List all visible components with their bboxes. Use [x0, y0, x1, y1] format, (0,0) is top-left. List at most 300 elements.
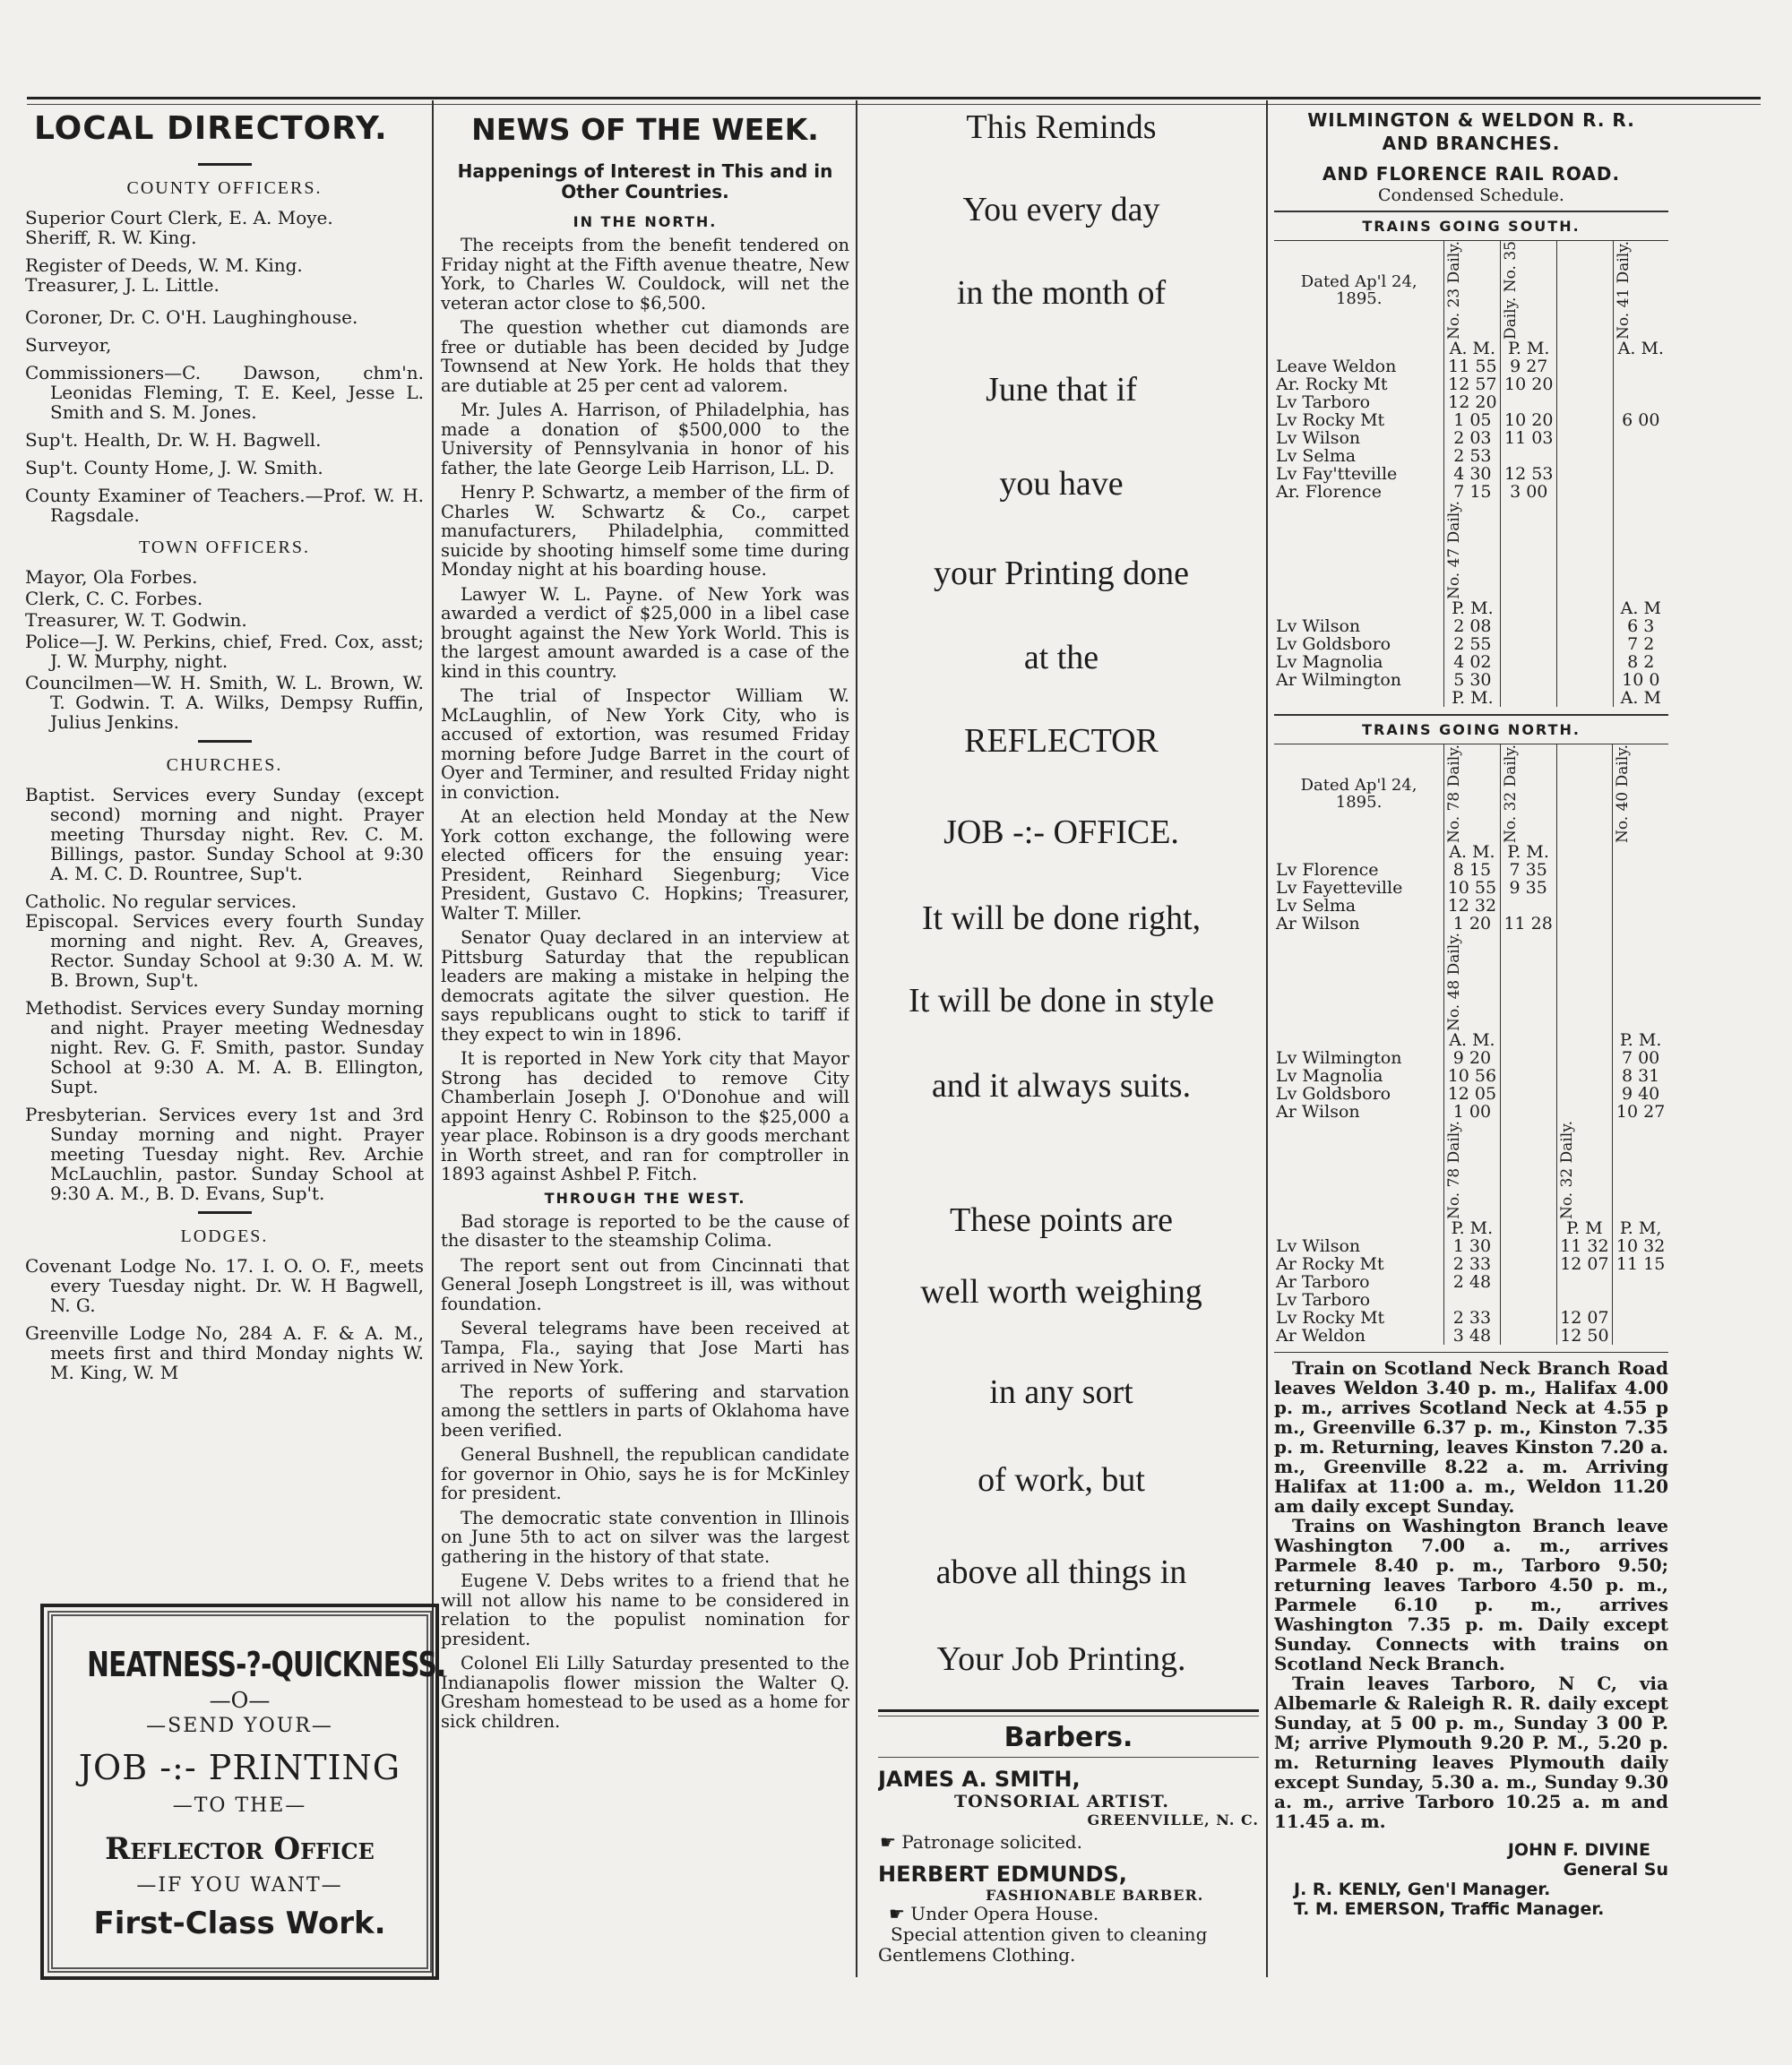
news-item: Lawyer W. L. Payne. of New York was awarded a verdict of $25,000 in a libel case brought against the New York World. This is the largest amount awarded is a case of the kind in this country.	[441, 583, 849, 682]
train-time-empty	[1556, 1103, 1613, 1121]
reminds-line: June that if	[986, 371, 1137, 409]
train-time: A. M	[1613, 689, 1668, 707]
train-time: 3 48	[1444, 1327, 1501, 1345]
timetable-row	[1274, 653, 1668, 671]
train-time	[1444, 1291, 1501, 1309]
station-name: Lv Rocky Mt	[1276, 1308, 1385, 1329]
train-time: 1 00	[1444, 1103, 1501, 1121]
reminds-line: REFLECTOR	[964, 722, 1159, 760]
train-time	[1613, 375, 1668, 393]
barber-name: JAMES A. SMITH,	[878, 1767, 1081, 1792]
train-time-empty	[1557, 465, 1613, 483]
col-header: No. 40 Daily.	[1613, 744, 1668, 844]
ad-ornament: —O—	[209, 1688, 271, 1713]
station-name: Leave Weldon	[1276, 357, 1397, 377]
local-directory	[25, 103, 424, 1581]
train-time	[1613, 897, 1668, 915]
train-time-empty	[1501, 635, 1557, 653]
north-heading: TRAINS GOING NORTH.	[1362, 721, 1581, 739]
train-time: 1 30	[1444, 1237, 1501, 1255]
reminds-line: of work, but	[978, 1461, 1145, 1499]
col-header: No. 47 Daily.	[1444, 501, 1501, 599]
town-entry: Councilmen—W. H. Smith, W. L. Brown, W. T. Godwin. T. A. Wilks, Dempsy Ruffin, Julius Jenkins.	[25, 672, 424, 733]
train-time: 11 03	[1501, 429, 1557, 447]
train-time: 2 33	[1444, 1255, 1501, 1273]
rr-signature: General Su	[1563, 1860, 1668, 1880]
train-time-empty	[1556, 1067, 1613, 1085]
train-time: 1 05	[1444, 411, 1501, 429]
train-time: 11 55	[1444, 357, 1501, 375]
train-time: 12 07	[1556, 1309, 1613, 1327]
train-time-empty	[1557, 483, 1613, 501]
timetable-row	[1274, 411, 1668, 429]
south-table	[1274, 240, 1668, 707]
timetable-row	[1274, 915, 1668, 933]
train-time-empty	[1500, 1237, 1556, 1255]
train-time-empty	[1557, 340, 1613, 357]
church-entry: Methodist. Services every Sunday morning and night. Prayer meeting Wednesday night. Rev. G. F. Smith, pastor. Sunday School at 9:30 A. M. A. B. Ellington, Supt.	[25, 997, 424, 1097]
train-time: 10 55	[1444, 879, 1501, 897]
station-name: Lv Fayetteville	[1276, 878, 1403, 899]
rr-notes	[1274, 1358, 1668, 1831]
train-time-empty	[1557, 617, 1613, 635]
dated-label: Dated Ap'l 24, 1895.	[1300, 272, 1417, 309]
news-item: The trial of Inspector William W. McLaughlin, of New York City, who is accused of extortion, was resumed Friday morning before Judge Barret in the court of Oyer and Terminer, and resulted Friday night in conviction.	[441, 685, 849, 803]
timetable-row	[1274, 1031, 1668, 1049]
news-title: NEWS OF THE WEEK.	[471, 112, 819, 147]
church-entry: Baptist. Services every Sunday (except second) morning and night. Prayer meeting Thursday night. Rev. C. M. Billings, pastor. Sunday School at 9:30 A. M. C. D. Rountree, Sup't.	[25, 784, 424, 884]
station-name	[1274, 689, 1444, 707]
reminds-line: well worth weighing	[920, 1273, 1202, 1311]
station-name: Lv Goldsboro	[1276, 1084, 1391, 1105]
train-time: 7 35	[1500, 861, 1556, 879]
train-time: 9 27	[1501, 357, 1557, 375]
reminds-line: your Printing done	[934, 555, 1189, 592]
town-entry: Police—J. W. Perkins, chief, Fred. Cox, asst; J. W. Murphy, night.	[25, 631, 424, 672]
county-entry: Sheriff, R. W. King.	[25, 227, 197, 248]
station-name	[1274, 1031, 1444, 1049]
col-header: No. 48 Daily.	[1444, 933, 1501, 1031]
station-name: Ar. Florence	[1276, 482, 1382, 503]
reminds-line: You every day	[962, 191, 1160, 228]
ad-line: First-Class Work.	[93, 1906, 386, 1941]
train-time	[1613, 843, 1668, 861]
county-entry: Treasurer, J. L. Little.	[25, 274, 220, 296]
news-item: The report sent out from Cincinnati that General Joseph Longstreet is ill, was without foundation.	[441, 1254, 849, 1314]
railroad-schedule	[1274, 103, 1668, 1975]
train-time: P. M	[1556, 1219, 1613, 1237]
col-header: No. 78 Daily.	[1444, 744, 1501, 844]
train-time: 11 15	[1613, 1255, 1668, 1273]
col-header: No. 78 Daily.	[1444, 1121, 1501, 1219]
county-entry: Sup't. County Home, J. W. Smith.	[25, 457, 323, 478]
station-name: Lv Tarboro	[1276, 392, 1371, 413]
barber-city: GREENVILLE, N. C.	[1087, 1811, 1259, 1828]
train-time: 2 53	[1444, 447, 1501, 465]
train-time	[1613, 483, 1668, 501]
train-time: P. M.	[1444, 599, 1501, 617]
churches-heading: CHURCHES.	[166, 755, 283, 775]
church-entry: Presbyterian. Services every 1st and 3rd Sunday morning and night. Prayer meeting Tuesday night. Rev. Archie McLauchlin, pastor. Sunday School at 9:30 A. M., B. D. Evans, Sup't.	[25, 1104, 424, 1204]
train-time-empty	[1557, 357, 1613, 375]
timetable-row	[1274, 1237, 1668, 1255]
county-entry: Surveyor,	[25, 334, 112, 356]
station-name: Lv Magnolia	[1276, 1066, 1383, 1087]
news-column	[441, 103, 849, 1975]
reminds-line: JOB -:- OFFICE.	[943, 813, 1179, 851]
train-time: 3 00	[1501, 483, 1557, 501]
county-entry: Commissioners—C. Dawson, chm'n. Leonidas Fleming, T. E. Keel, Jesse L. Smith and S. M. Jones.	[25, 362, 424, 423]
train-time: P. M.	[1500, 843, 1556, 861]
train-time	[1501, 447, 1557, 465]
train-time	[1613, 357, 1668, 375]
train-time: 12 05	[1444, 1085, 1501, 1103]
timetable-row	[1274, 357, 1668, 375]
rr-title: AND FLORENCE RAIL ROAD.	[1322, 163, 1621, 185]
station-name: Lv Magnolia	[1276, 652, 1383, 673]
ad-line: JOB -:- PRINTING	[78, 1748, 401, 1787]
news-item: Mr. Jules A. Harrison, of Philadelphia, has made a donation of $500,000 to the University of Pennsylvania in honor of his father, the late George Leib Harrison, LL. D.	[441, 400, 849, 478]
timetable-row	[1274, 1049, 1668, 1067]
news-item: Eugene V. Debs writes to a friend that he will not allow his name to be considered in relation to the populist nomination for president.	[441, 1570, 849, 1649]
train-time: 7 00	[1613, 1049, 1668, 1067]
train-time: 2 08	[1444, 617, 1501, 635]
train-time-empty	[1556, 1031, 1613, 1049]
timetable-row	[1274, 483, 1668, 501]
timetable-row	[1274, 1309, 1668, 1327]
column-divider	[856, 100, 857, 1977]
train-time	[1613, 393, 1668, 411]
timetable-row	[1274, 1219, 1668, 1237]
news-item: Several telegrams have been received at Tampa, Fla., saying that Jose Marti has arrived in New York.	[441, 1318, 849, 1377]
train-time-empty	[1556, 897, 1613, 915]
ad-line: —IF YOU WANT—	[136, 1874, 343, 1897]
news-subtitle: Happenings of Interest in This and in Other Countries.	[457, 160, 833, 202]
train-time: 10 20	[1501, 411, 1557, 429]
train-time-empty	[1500, 1309, 1556, 1327]
train-time: 11 32	[1556, 1237, 1613, 1255]
pointing-hand-icon: ☛	[880, 1831, 902, 1853]
news-item: Bad storage is reported to be the cause of the disaster to the steamship Colima.	[441, 1210, 849, 1251]
train-time-empty	[1557, 671, 1613, 689]
timetable-row	[1274, 671, 1668, 689]
timetable-row	[1274, 340, 1668, 357]
south-heading: TRAINS GOING SOUTH.	[1362, 218, 1581, 235]
barber-note-text: Patronage solicited.	[901, 1831, 1082, 1853]
train-time	[1556, 1273, 1613, 1291]
town-entry: Mayor, Ola Forbes.	[25, 566, 198, 588]
timetable-row	[1274, 1067, 1668, 1085]
train-time: 11 28	[1500, 915, 1556, 933]
rr-signature: JOHN F. DIVINE	[1507, 1840, 1650, 1861]
news-item: At an election held Monday at the New York cotton exchange, the following were elected officers for the ensuing year: President, Reinhard Siegenburg; Vice President, Gustavo C. Hopkins; Treasurer, Walter T. Miller.	[441, 806, 849, 924]
train-time	[1500, 897, 1556, 915]
ad-line: —TO THE—	[172, 1794, 307, 1817]
train-time	[1613, 915, 1668, 933]
news-item: Senator Quay declared in an interview at Pittsburg Saturday that the republican leaders are making a mistake in helping the democrats agitate the silver question. He says republicans ought to stick to tariff if they expect to win in 1896.	[441, 927, 849, 1045]
train-time: 12 50	[1556, 1327, 1613, 1345]
barber-location-text: Under Opera House.	[910, 1903, 1099, 1924]
news-item: General Bushnell, the republican candidate for governor in Ohio, says he is for McKinley for president.	[441, 1444, 849, 1503]
train-time: 10 27	[1613, 1103, 1668, 1121]
train-time: P. M.	[1444, 1219, 1501, 1237]
train-time-empty	[1556, 1085, 1613, 1103]
town-entry: Treasurer, W. T. Godwin.	[25, 609, 247, 631]
timetable-row	[1274, 843, 1668, 861]
train-time: 7 15	[1444, 483, 1501, 501]
column-divider	[1266, 100, 1268, 1977]
train-time: A. M.	[1444, 843, 1501, 861]
news-item: It is reported in New York city that Mayor Strong has decided to remove City Chamberlain Joseph J. O'Donohue and will appoint Henry C. Robinson to the $25,000 a year place. Robinson is a dry goods merchant in Worth street, and ran for comptroller in 1893 against Ashbel P. Fitch.	[441, 1048, 849, 1184]
north-heading: IN THE NORTH.	[573, 213, 718, 230]
barbers-heading: Barbers.	[1004, 1722, 1133, 1753]
station-name	[1274, 843, 1444, 861]
train-time	[1613, 879, 1668, 897]
news-item: The question whether cut diamonds are free or dutiable has been decided by Judge Townsend at New York. He holds that they are dutiable at 25 per cent ad valorem.	[441, 317, 849, 396]
timetable-row	[1274, 375, 1668, 393]
train-time	[1501, 393, 1557, 411]
timetable-row	[1274, 393, 1668, 411]
timetable-row	[1274, 599, 1668, 617]
rr-subtitle: Condensed Schedule.	[1378, 185, 1564, 205]
train-time: 8 31	[1613, 1067, 1668, 1085]
station-name: Ar Tarboro	[1276, 1272, 1370, 1293]
timetable-row	[1274, 861, 1668, 879]
train-time: 2 33	[1444, 1309, 1501, 1327]
train-time: 9 40	[1613, 1085, 1668, 1103]
rr-note: Train on Scotland Neck Branch Road leaves Weldon 3.40 p. m., Halifax 4.00 p. m., arrives Scotland Neck at 4.55 p m., Greenville 6.37 p. m., Kinston 7.35 p. m. Returning, leaves Kinston 7.20 a. m., Greenville 8.22 a. m. Arriving Halifax at 11:00 a. m., Weldon 11.20 am daily except Sunday.	[1274, 1357, 1668, 1518]
timetable-row	[1274, 689, 1668, 707]
dated-label: Dated Ap'l 24, 1895.	[1300, 776, 1417, 813]
news-item: Colonel Eli Lilly Saturday presented to the Indianapolis flower mission the Walter Q. Gresham homestead to be used as a home for sick children.	[441, 1653, 849, 1732]
station-name: Lv Selma	[1276, 446, 1357, 467]
reminds-line: at the	[1023, 639, 1099, 676]
train-time: 1 20	[1444, 915, 1501, 933]
barber-location	[889, 1904, 1259, 1924]
ad-line: —SEND YOUR—	[146, 1715, 333, 1737]
train-time-empty	[1557, 429, 1613, 447]
train-time-empty	[1557, 635, 1613, 653]
train-time: A. M	[1613, 599, 1668, 617]
timetable-row	[1274, 1255, 1668, 1273]
train-time: 10 56	[1444, 1067, 1501, 1085]
train-time: 12 20	[1444, 393, 1501, 411]
reminds-line: and it always suits.	[931, 1067, 1192, 1105]
barber-title: FASHIONABLE BARBER.	[986, 1887, 1204, 1904]
station-name: Lv Tarboro	[1276, 1290, 1371, 1311]
train-time: 10 0	[1613, 671, 1668, 689]
north-table	[1274, 744, 1668, 1345]
reminds-ad	[862, 103, 1261, 1716]
col-header: No. 41 Daily.	[1613, 241, 1668, 340]
station-name: Lv Fay'tteville	[1276, 464, 1398, 485]
timetable-row	[1274, 429, 1668, 447]
town-heading: TOWN OFFICERS.	[139, 538, 310, 557]
train-time: 6 3	[1613, 617, 1668, 635]
county-entry: Coroner, Dr. C. O'H. Laughinghouse.	[25, 306, 358, 328]
separator	[198, 1211, 252, 1214]
timetable-row	[1274, 1273, 1668, 1291]
barber-title: TONSORIAL ARTIST.	[954, 1792, 1169, 1811]
separator	[198, 740, 252, 743]
county-entry: County Examiner of Teachers.—Prof. W. H. Ragsdale.	[25, 485, 424, 526]
train-time: 12 53	[1501, 465, 1557, 483]
reminds-line: in any sort	[989, 1373, 1133, 1411]
train-time-empty	[1500, 1067, 1556, 1085]
station-name: Ar Wilson	[1276, 914, 1360, 934]
train-time-empty	[1501, 671, 1557, 689]
barber-note	[880, 1832, 1259, 1853]
train-time	[1556, 1291, 1613, 1309]
train-time-empty	[1500, 1327, 1556, 1345]
county-heading: COUNTY OFFICERS.	[126, 178, 323, 198]
county-entry: Register of Deeds, W. M. King.	[25, 254, 303, 276]
train-time	[1613, 447, 1668, 465]
news-item: Henry P. Schwartz, a member of the firm of Charles W. Schwartz & Co., carpet manufacturers, Philadelphia, committed suicide by shooting himself some time during Monday night at his boarding house.	[441, 482, 849, 580]
train-time: 8 2	[1613, 653, 1668, 671]
train-time-empty	[1556, 879, 1613, 897]
train-time: A. M.	[1444, 1031, 1501, 1049]
station-name: Lv Wilson	[1276, 428, 1361, 449]
col-spacer	[1557, 241, 1613, 340]
station-name: Ar Rocky Mt	[1276, 1254, 1384, 1275]
train-time-empty	[1556, 843, 1613, 861]
train-time: P. M.	[1501, 340, 1557, 357]
reminds-line: in the month of	[956, 274, 1167, 312]
station-name: Lv Rocky Mt	[1276, 410, 1385, 431]
reminds-line: Your Job Printing.	[936, 1640, 1186, 1678]
job-printing-ad	[40, 1604, 446, 1980]
train-time-empty	[1501, 599, 1557, 617]
directory-title: LOCAL DIRECTORY.	[34, 110, 388, 147]
train-time: 2 03	[1444, 429, 1501, 447]
train-time: P. M.	[1613, 1031, 1668, 1049]
train-time-empty	[1500, 1273, 1556, 1291]
train-time	[1613, 861, 1668, 879]
train-time-empty	[1500, 1049, 1556, 1067]
train-time	[1613, 465, 1668, 483]
train-time: 4 02	[1444, 653, 1501, 671]
timetable-row	[1274, 897, 1668, 915]
station-name: Lv Goldsboro	[1276, 634, 1391, 655]
train-time-empty	[1556, 861, 1613, 879]
train-time-empty	[1557, 689, 1613, 707]
barber-note: Special attention given to cleaning Gentlemens Clothing.	[878, 1923, 1208, 1966]
train-time	[1613, 1309, 1668, 1327]
train-time: 9 35	[1500, 879, 1556, 897]
station-name: Ar Wilson	[1276, 1102, 1360, 1123]
train-time: P. M,	[1613, 1219, 1668, 1237]
train-time: 9 20	[1444, 1049, 1501, 1067]
news-item: The reports of suffering and starvation among the settlers in parts of Oklahoma have been verified.	[441, 1381, 849, 1441]
train-time: A. M.	[1613, 340, 1668, 357]
reminds-line: These points are	[949, 1201, 1174, 1239]
station-name: Lv Wilson	[1276, 616, 1361, 637]
town-entry: Clerk, C. C. Forbes.	[25, 588, 203, 609]
train-time-empty	[1500, 1255, 1556, 1273]
col-header: No. 32 Daily.	[1500, 744, 1556, 844]
church-entry: Catholic. No regular services.	[25, 891, 297, 912]
train-time: 8 15	[1444, 861, 1501, 879]
church-entry: Episcopal. Services every fourth Sunday morning and night. Rev. A, Greaves, Rector. Sunday School at 9:30 A. M. W. B. Brown, Sup't.	[25, 910, 424, 991]
train-time-empty	[1500, 1219, 1556, 1237]
train-time: A. M.	[1444, 340, 1501, 357]
rr-signature: T. M. EMERSON, Traffic Manager.	[1294, 1899, 1605, 1920]
train-time: 12 57	[1444, 375, 1501, 393]
west-heading: THROUGH THE WEST.	[544, 1189, 746, 1207]
timetable-row	[1274, 1327, 1668, 1345]
train-time: 4 30	[1444, 465, 1501, 483]
station-name: Lv Wilson	[1276, 1236, 1361, 1257]
train-time-empty	[1500, 1031, 1556, 1049]
separator	[198, 163, 252, 166]
ad-line: Reflector Office	[105, 1831, 375, 1867]
train-time: 10 20	[1501, 375, 1557, 393]
rr-title: AND BRANCHES.	[1382, 133, 1561, 154]
train-time	[1613, 429, 1668, 447]
train-time	[1613, 1273, 1668, 1291]
reminds-line: you have	[999, 465, 1124, 503]
train-time	[1613, 1291, 1668, 1309]
train-time-empty	[1557, 393, 1613, 411]
train-time-empty	[1556, 1049, 1613, 1067]
lodge-entry: Greenville Lodge No, 284 A. F. & A. M., meets first and third Monday nights W. M. King, W. M	[25, 1322, 424, 1383]
col-header: No. 23 Daily.	[1444, 241, 1501, 340]
station-name: Ar. Rocky Mt	[1276, 374, 1388, 395]
train-time: 12 07	[1556, 1255, 1613, 1273]
station-name	[1274, 340, 1444, 357]
station-name	[1274, 599, 1444, 617]
timetable-row	[1274, 465, 1668, 483]
rr-title: WILMINGTON & WELDON R. R.	[1307, 109, 1635, 131]
timetable-row	[1274, 447, 1668, 465]
station-name	[1274, 1219, 1444, 1237]
train-time: 2 48	[1444, 1273, 1501, 1291]
station-name: Lv Florence	[1276, 860, 1379, 881]
train-time: 10 32	[1613, 1237, 1668, 1255]
pointing-hand-icon: ☛	[889, 1903, 911, 1924]
rr-note: Train leaves Tarboro, N C, via Albemarle & Raleigh R. R. daily except Sunday, at 5 00 p. m., Sunday 3 00 P. M; arrive Plymouth 9.20 P. M., 5.20 p. m. Returning leaves Plymouth daily except Sunday, 5.30 a. m., Sunday 9.30 a. m., arrive Tarboro 10.25 a. m and 11.45 a. m.	[1274, 1673, 1668, 1833]
lodges-heading: LODGES.	[180, 1226, 269, 1246]
reminds-line: above all things in	[935, 1553, 1187, 1591]
train-time-empty	[1557, 411, 1613, 429]
timetable-row	[1274, 1291, 1668, 1309]
train-time-empty	[1501, 689, 1557, 707]
train-time-empty	[1557, 447, 1613, 465]
rr-signature: J. R. KENLY, Gen'l Manager.	[1294, 1880, 1551, 1900]
news-item: The democratic state convention in Illinois on June 5th to act on silver was the largest gathering in the history of that state.	[441, 1507, 849, 1567]
station-name: Ar Weldon	[1276, 1326, 1366, 1347]
reminds-line: It will be done right,	[921, 899, 1202, 937]
train-time: P. M.	[1444, 689, 1501, 707]
news-item: The receipts from the benefit tendered on Friday night at the Fifth avenue theatre, New York, to Charles W. Couldock, will net the veteran actor close to $6,500.	[441, 235, 849, 314]
train-time-empty	[1500, 1103, 1556, 1121]
train-time-empty	[1557, 599, 1613, 617]
train-time: 5 30	[1444, 671, 1501, 689]
train-time-empty	[1557, 653, 1613, 671]
station-name: Lv Wilmington	[1276, 1048, 1402, 1069]
train-time-empty	[1500, 1291, 1556, 1309]
reminds-line: This Reminds	[966, 108, 1157, 146]
col-header: No. 32 Daily.	[1556, 1121, 1613, 1219]
county-entry: Sup't. Health, Dr. W. H. Bagwell.	[25, 429, 322, 451]
county-entry: Superior Court Clerk, E. A. Moye.	[25, 207, 333, 228]
masthead-rule	[27, 97, 1761, 99]
col-header: Daily. No. 35	[1501, 241, 1557, 340]
barbers-section	[878, 1709, 1259, 1981]
timetable-row	[1274, 617, 1668, 635]
train-time-empty	[1501, 653, 1557, 671]
